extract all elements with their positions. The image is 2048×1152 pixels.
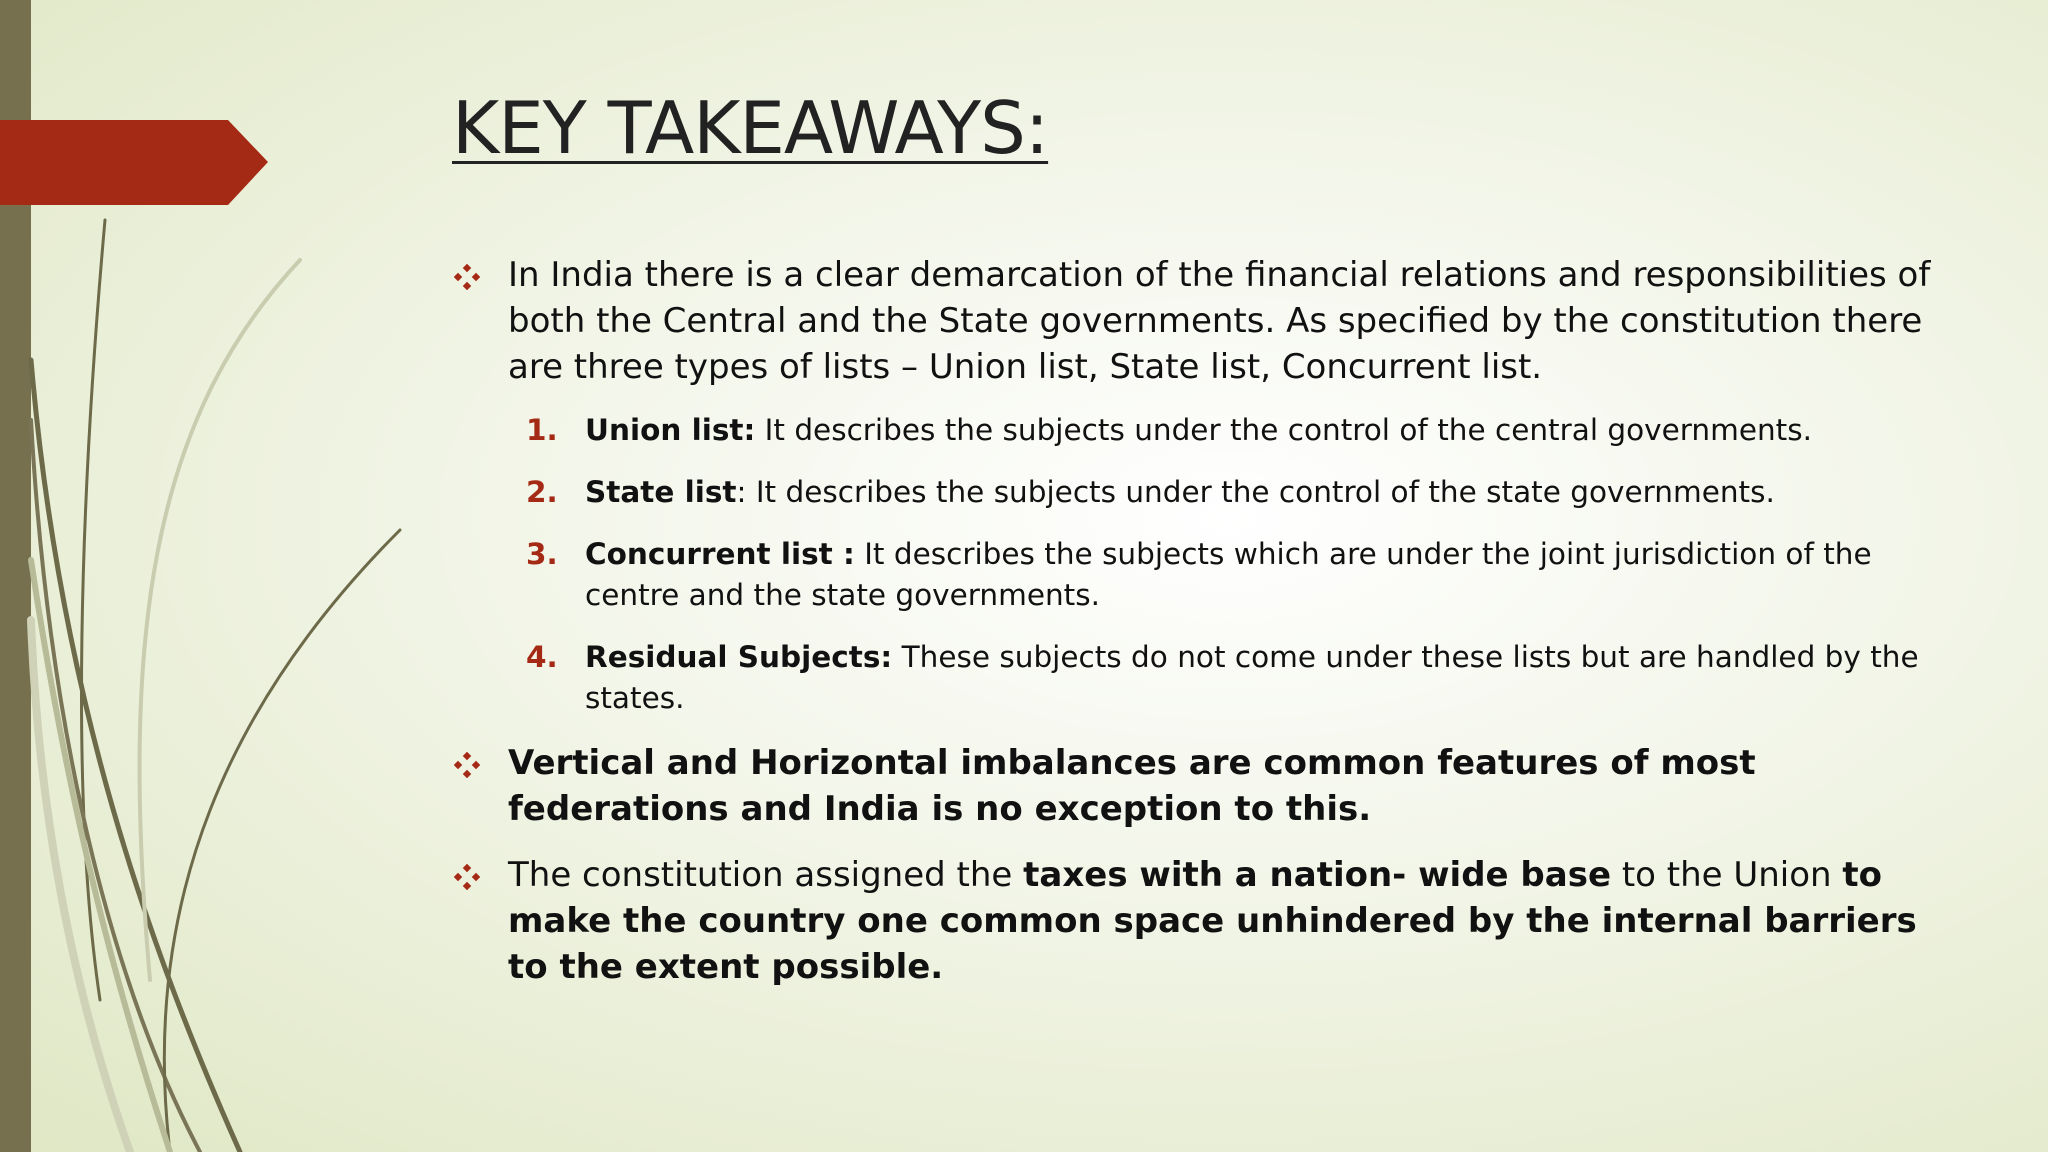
bullet-text-bold: taxes with a nation- wide base xyxy=(1023,855,1612,895)
bullet-text: to the Union xyxy=(1611,855,1843,895)
bullet-text-bold: to make the country one common space unhindered by the internal barriers to the extent possible. xyxy=(508,855,1917,987)
bullet-text: The constitution assigned the xyxy=(508,855,1024,895)
lists-numbered xyxy=(452,410,1932,719)
list-item-concurrent xyxy=(452,534,1932,616)
list-desc: It describes the subjects under the control of the central governments. xyxy=(755,413,1812,447)
slide-content xyxy=(452,252,1932,990)
list-desc: It describes the subjects which are under the joint jurisdiction of the centre and the state governments. xyxy=(585,537,1872,612)
list-number: 1. xyxy=(526,413,558,447)
bullet-item xyxy=(452,852,1932,990)
list-desc: : It describes the subjects under the control of the state governments. xyxy=(736,475,1775,509)
list-item-residual xyxy=(452,637,1932,719)
list-item-union xyxy=(452,410,1932,451)
bullet-text: In India there is a clear demarcation of the financial relations and responsibilities of both the Central and the State governments. As specified by the constitution there are three types of lists – Union list, State list, Concurrent list. xyxy=(508,255,1931,387)
diamond-cluster-icon xyxy=(454,752,480,778)
list-term: Concurrent list : xyxy=(585,537,855,571)
list-term: State list xyxy=(585,475,737,509)
decorative-swooshes xyxy=(0,0,420,1152)
list-number: 4. xyxy=(526,640,558,674)
diamond-cluster-icon xyxy=(454,864,480,890)
list-desc: These subjects do not come under these lists but are handled by the states. xyxy=(585,640,1919,715)
list-term: Residual Subjects: xyxy=(585,640,893,674)
list-item-state xyxy=(452,472,1932,513)
slide-title: KEY TAKEAWAYS: xyxy=(452,86,1049,170)
bullet-item xyxy=(452,252,1932,390)
list-number: 3. xyxy=(526,537,558,571)
list-term: Union list: xyxy=(585,413,756,447)
bullet-text: Vertical and Horizontal imbalances are common features of most federations and India is no exception to this. xyxy=(508,743,1756,829)
bullet-item xyxy=(452,740,1932,832)
diamond-cluster-icon xyxy=(454,264,480,290)
red-arrow-tab xyxy=(0,120,268,205)
list-number: 2. xyxy=(526,475,558,509)
